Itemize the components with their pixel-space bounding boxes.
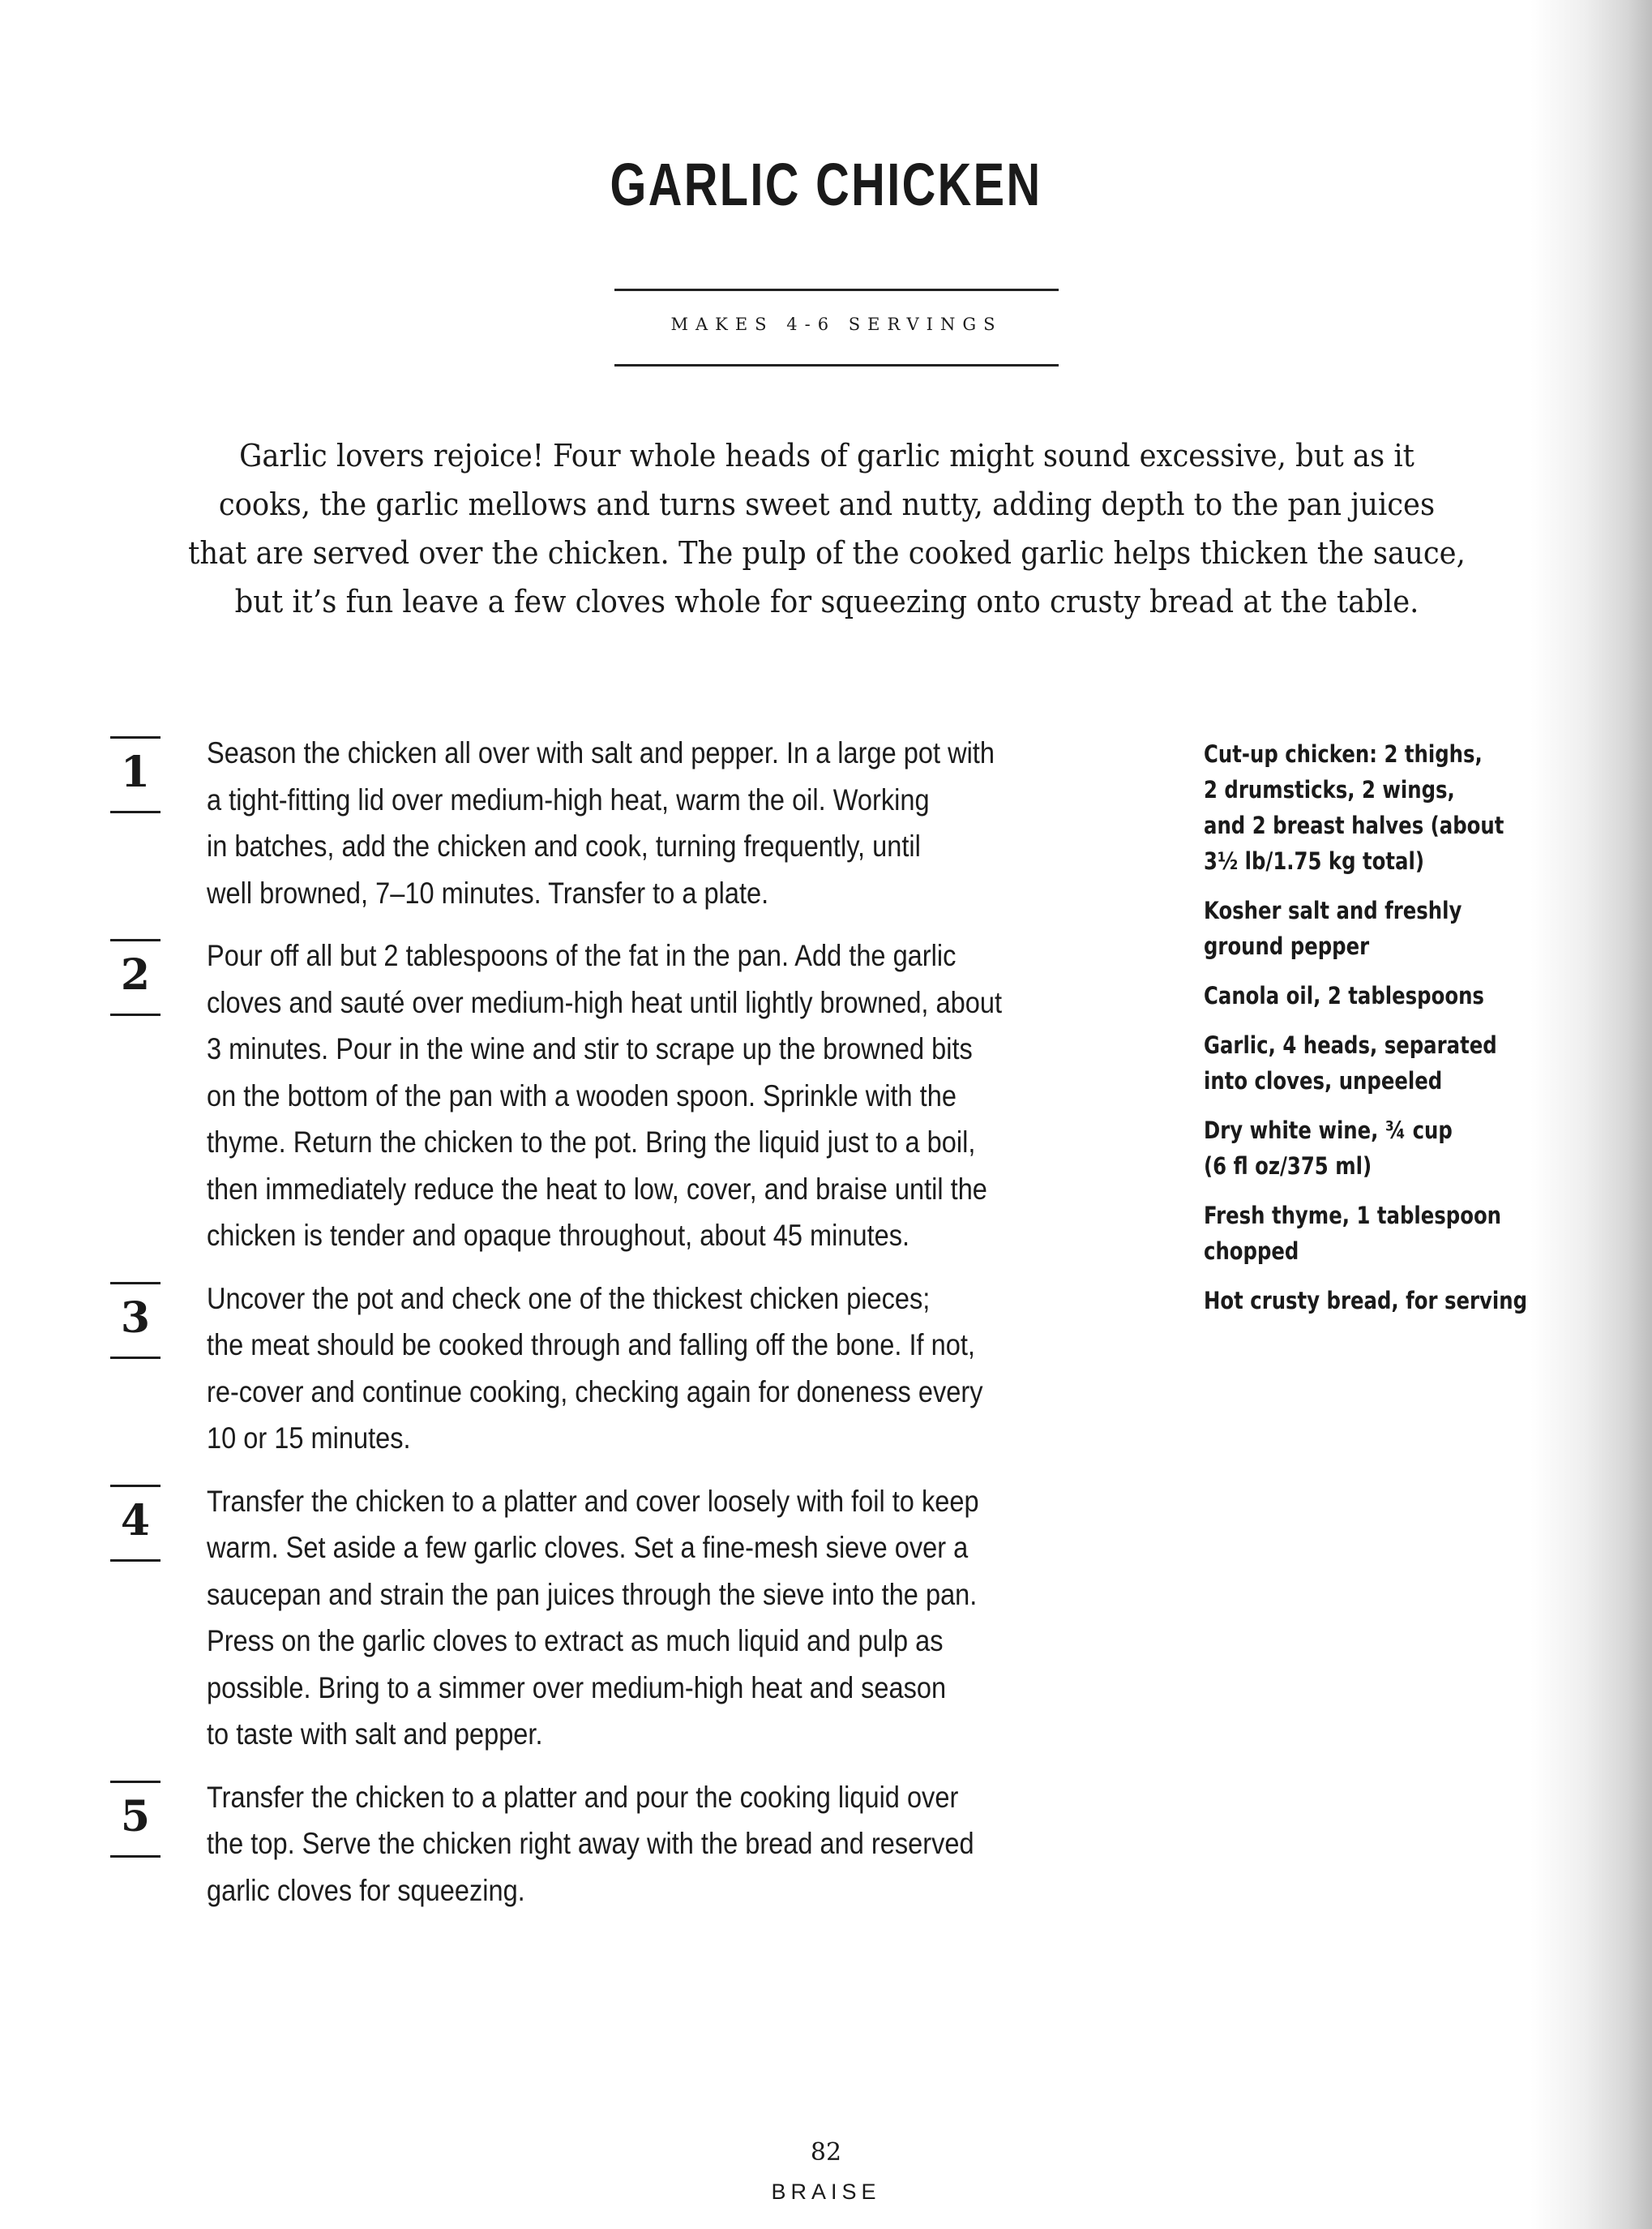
step-line: chicken is tender and opaque throughout, about 45 minutes. — [207, 1219, 910, 1252]
step-5 — [105, 1774, 1135, 1914]
step-line: Pour off all but 2 tablespoons of the fat in the pan. Add the garlic — [207, 939, 957, 972]
step-text — [207, 1478, 991, 1758]
step-line: Uncover the pot and check one of the thickest chicken pieces; — [207, 1281, 931, 1315]
step-number-badge — [105, 1282, 162, 1360]
step-line: on the bottom of the pan with a wooden spoon. Sprinkle with the — [207, 1078, 957, 1112]
ingredient-line: Kosher salt and freshly — [1204, 897, 1462, 924]
ingredient-line: Dry white wine, ¾ cup — [1204, 1117, 1453, 1144]
yield-rule-top — [614, 289, 1059, 291]
ingredient-chicken — [1204, 736, 1504, 879]
step-number: 4 — [120, 1495, 151, 1545]
step-2 — [105, 932, 1135, 1259]
ingredient-line: (6 fl oz/375 ml) — [1204, 1152, 1372, 1180]
step-line: Season the chicken all over with salt and pepper. In a large pot with — [207, 736, 995, 769]
step-line: possible. Bring to a simmer over medium-high heat and season — [207, 1670, 947, 1704]
ingredient-line: Canola oil, 2 tablespoons — [1204, 982, 1484, 1009]
recipe-title: GARLIC CHICKEN — [610, 151, 1042, 218]
step-number-badge — [105, 1485, 162, 1562]
ingredient-line: ground pepper — [1204, 932, 1370, 960]
step-line: Transfer the chicken to a platter and cover loosely with foil to keep — [207, 1484, 979, 1518]
step-text — [207, 1275, 991, 1462]
step-line: to taste with salt and pepper. — [207, 1717, 543, 1751]
step-line: Transfer the chicken to a platter and pour the cooking liquid over — [207, 1780, 959, 1814]
step-number-badge — [105, 1781, 162, 1858]
ingredient-canola-oil — [1204, 978, 1504, 1014]
step-number: 3 — [120, 1292, 151, 1343]
step-text — [207, 932, 1003, 1259]
recipe-yield: MAKES 4-6 SERVINGS — [670, 315, 1003, 334]
step-text — [207, 730, 995, 916]
step-line: in batches, add the chicken and cook, turning frequently, until — [207, 829, 921, 863]
step-3 — [105, 1275, 1135, 1462]
step-line: well browned, 7–10 minutes. Transfer to a plate. — [207, 876, 769, 910]
step-text — [207, 1774, 991, 1914]
ingredient-line: Garlic, 4 heads, separated — [1204, 1031, 1497, 1059]
step-line: Press on the garlic cloves to extract as much liquid and pulp as — [207, 1624, 944, 1657]
ingredient-line: 3½ lb/1.75 kg total) — [1204, 847, 1424, 875]
intro-line: that are served over the chicken. The pulp of the cooked garlic helps thicken the sauce, — [188, 535, 1466, 571]
intro-line: cooks, the garlic mellows and turns sweet and nutty, adding depth to the pan juices — [218, 487, 1436, 522]
step-line: thyme. Return the chicken to the pot. Bring the liquid just to a boil, — [207, 1125, 976, 1159]
yield-rule-bottom — [614, 364, 1059, 366]
ingredient-line: Hot crusty bread, for serving — [1204, 1287, 1528, 1314]
ingredient-line: chopped — [1204, 1237, 1299, 1265]
step-number: 2 — [120, 950, 151, 1000]
step-line: re-cover and continue cooking, checking again for doneness every — [207, 1374, 983, 1408]
ingredient-line: Cut-up chicken: 2 thighs, — [1204, 740, 1483, 768]
ingredient-salt-pepper — [1204, 893, 1504, 964]
section-label: BRAISE — [771, 2180, 881, 2204]
step-1 — [105, 730, 1135, 916]
step-line: garlic cloves for squeezing. — [207, 1873, 525, 1907]
ingredient-garlic — [1204, 1027, 1504, 1099]
ingredient-bread — [1204, 1283, 1528, 1318]
ingredient-thyme — [1204, 1198, 1504, 1269]
method-steps — [105, 730, 1135, 1930]
page-number: 82 — [810, 2138, 842, 2167]
step-line: saucepan and strain the pan juices through the sieve into the pan. — [207, 1577, 978, 1611]
step-line: 10 or 15 minutes. — [207, 1421, 411, 1455]
ingredient-white-wine — [1204, 1112, 1504, 1184]
ingredients-list — [1204, 736, 1560, 1332]
ingredient-line: 2 drumsticks, 2 wings, — [1204, 776, 1455, 804]
step-number-badge — [105, 939, 162, 1017]
step-line: the top. Serve the chicken right away with the bread and reserved — [207, 1827, 974, 1860]
ingredient-line: into cloves, unpeeled — [1204, 1067, 1443, 1095]
step-4 — [105, 1478, 1135, 1758]
step-number: 5 — [120, 1791, 151, 1841]
step-line: the meat should be cooked through and falling off the bone. If not, — [207, 1328, 975, 1361]
step-line: a tight-fitting lid over medium-high heat, warm the oil. Working — [207, 782, 930, 817]
step-line: cloves and sauté over medium-high heat until lightly browned, about — [207, 985, 1003, 1019]
intro-line: but it’s fun leave a few cloves whole for squeezing onto crusty bread at the table. — [234, 584, 1419, 619]
recipe-intro — [148, 431, 1505, 626]
intro-line: Garlic lovers rejoice! Four whole heads of garlic might sound excessive, but as it — [239, 438, 1414, 474]
ingredient-line: and 2 breast halves (about — [1204, 812, 1504, 839]
step-line: 3 minutes. Pour in the wine and stir to scrape up the browned bits — [207, 1032, 973, 1065]
step-number: 1 — [120, 748, 151, 797]
step-line: warm. Set aside a few garlic cloves. Set a fine-mesh sieve over a — [207, 1531, 969, 1564]
ingredient-line: Fresh thyme, 1 tablespoon — [1204, 1202, 1502, 1229]
step-line: then immediately reduce the heat to low, cover, and braise until the — [207, 1172, 987, 1206]
step-number-badge — [105, 736, 162, 814]
